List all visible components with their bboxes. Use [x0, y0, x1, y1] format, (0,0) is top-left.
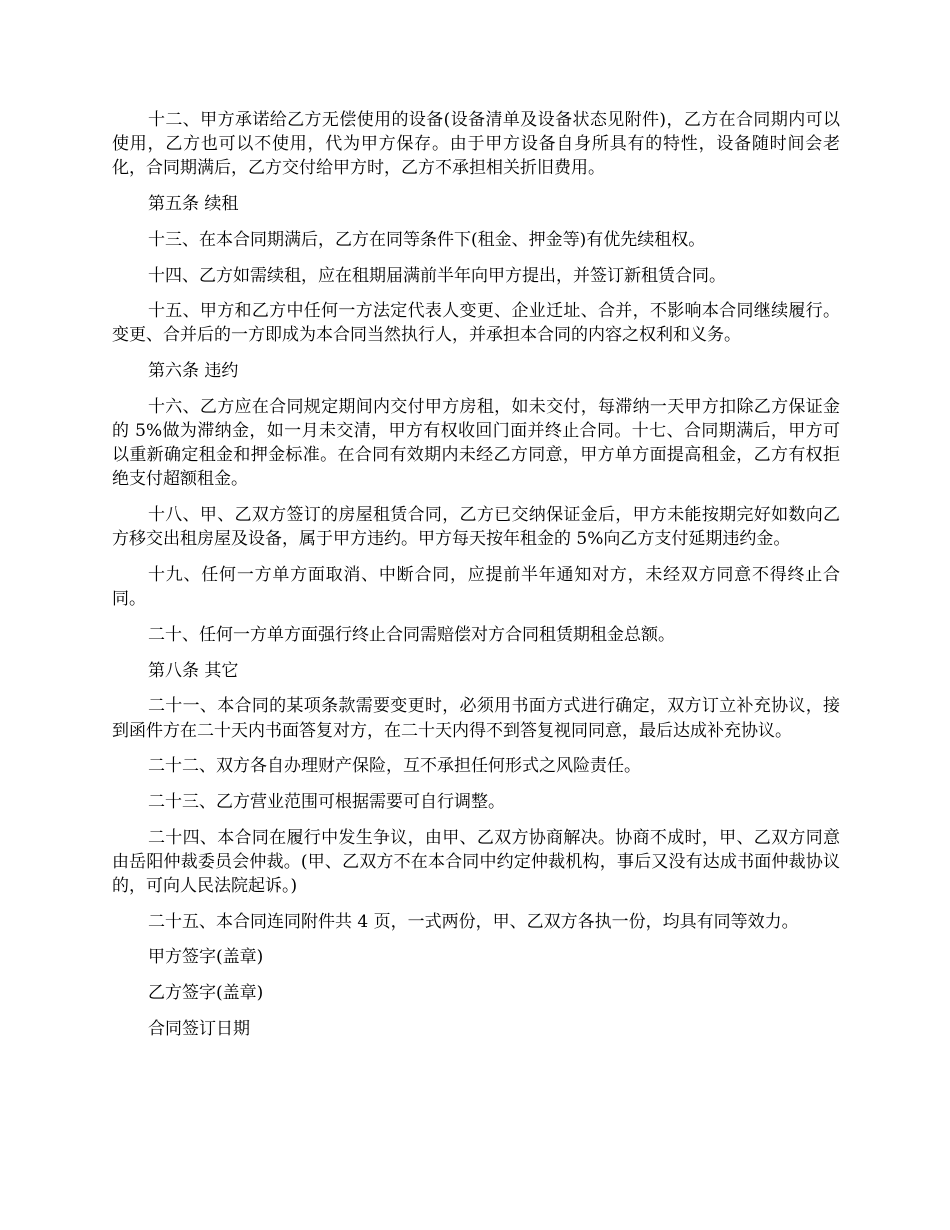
clause-18: 十八、甲、乙双方签订的房屋租赁合同，乙方已交纳保证金后，甲方未能按期完好如数向乙方移交出租房屋及设备，属于甲方违约。甲方每天按年租金的 5%向乙方支付延期违约金。 — [112, 505, 840, 550]
clause-13: 十三、在本合同期满后，乙方在同等条件下(租金、押金等)有优先续租权。 — [148, 229, 706, 250]
clause-23: 二十三、乙方营业范围可根据需要可自行调整。 — [148, 791, 505, 812]
clause-22: 二十二、双方各自办理财产保险，互不承担任何形式之风险责任。 — [148, 756, 641, 777]
clause-24: 二十四、本合同在履行中发生争议，由甲、乙双方协商解决。协商不成时，甲、乙双方同意由岳阳仲裁委员会仲裁。(甲、乙双方不在本合同中约定仲裁机构，事后又没有达成书面仲裁协议的，可向人民法院起诉。) — [112, 827, 840, 897]
section-heading-renewal: 第五条 续租 — [148, 194, 239, 215]
party-b-signature: 乙方签字(盖章) — [148, 983, 264, 1004]
section-heading-breach: 第六条 违约 — [148, 361, 239, 382]
clause-19: 十九、任何一方单方面取消、中断合同，应提前半年通知对方，未经双方同意不得终止合同。 — [112, 565, 840, 610]
clause-14: 十四、乙方如需续租，应在租期届满前半年向甲方提出，并签订新租赁合同。 — [148, 265, 726, 286]
clause-20: 二十、任何一方单方面强行终止合同需赔偿对方合同租赁期租金总额。 — [148, 624, 675, 645]
clause-21: 二十一、本合同的某项条款需要变更时，必须用书面方式进行确定，双方订立补充协议，接到函件方在二十天内书面答复对方，在二十天内得不到答复视同同意，最后达成补充协议。 — [112, 696, 840, 741]
document-page — [112, 108, 840, 1053]
signing-date: 合同签订日期 — [148, 1018, 250, 1039]
party-a-signature: 甲方签字(盖章) — [148, 947, 264, 968]
clause-25: 二十五、本合同连同附件共 4 页，一式两份，甲、乙双方各执一份，均具有同等效力。 — [148, 911, 799, 932]
clause-15: 十五、甲方和乙方中任何一方法定代表人变更、企业迁址、合并，不影响本合同继续履行。变更、合并后的一方即成为本合同当然执行人，并承担本合同的内容之权利和义务。 — [112, 301, 840, 346]
section-heading-other: 第八条 其它 — [148, 660, 239, 681]
clause-16-17: 十六、乙方应在合同规定期间内交付甲方房租，如未交付，每滞纳一天甲方扣除乙方保证金的 5%做为滞纳金，如一月未交清，甲方有权收回门面并终止合同。十七、合同期满后，甲方可以重新确定租金和押金标准。在合同有效期内未经乙方同意，甲方单方面提高租金，乙方有权拒绝支付超额租金。 — [112, 396, 840, 490]
clause-12: 十二、甲方承诺给乙方无偿使用的设备(设备清单及设备状态见附件)，乙方在合同期内可以使用，乙方也可以不使用，代为甲方保存。由于甲方设备自身所具有的特性，设备随时间会老化，合同期满后，乙方交付给甲方时，乙方不承担相关折旧费用。 — [112, 110, 840, 179]
